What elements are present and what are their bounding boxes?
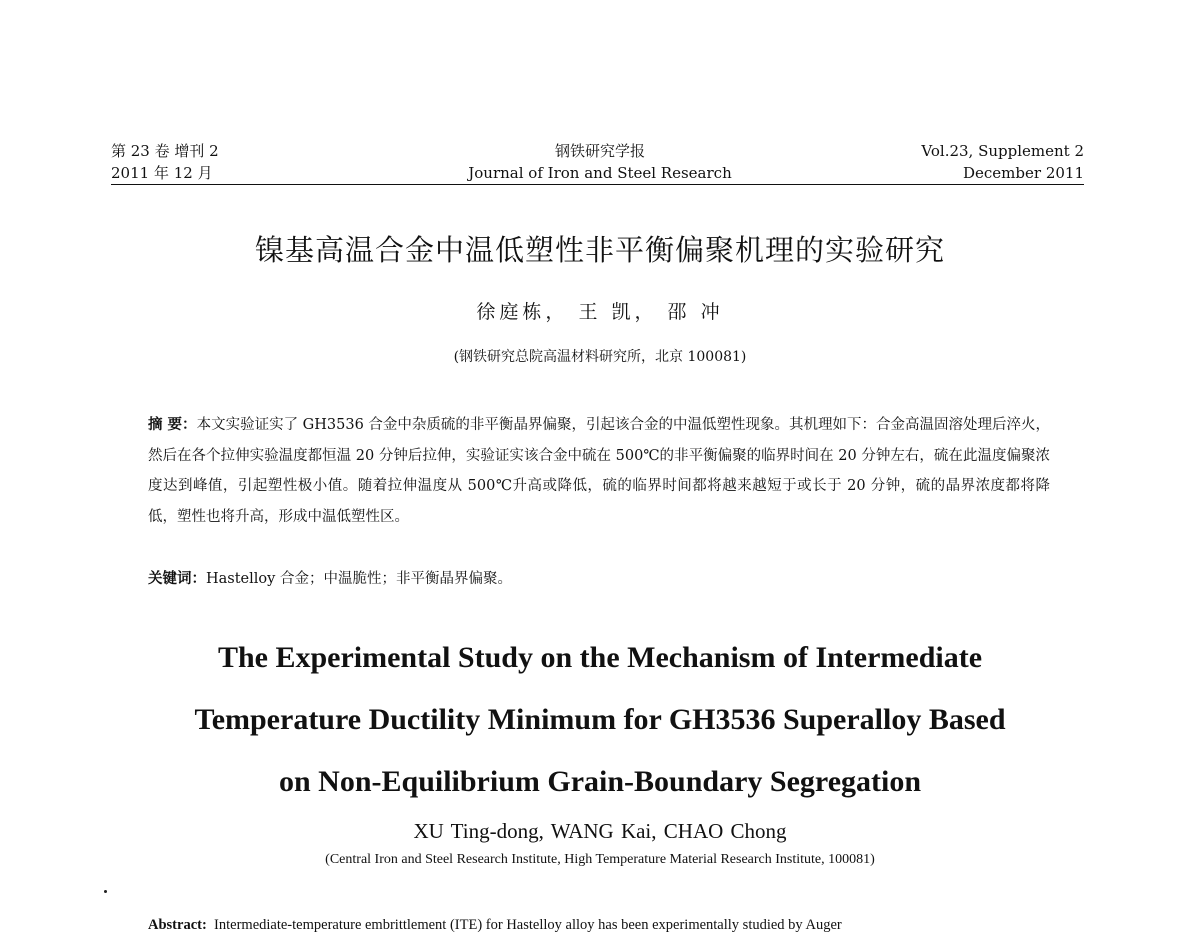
en-title-line-1: The Experimental Study on the Mechanism of Intermediate [217, 641, 983, 674]
cn-keywords-label: 关键词： [148, 570, 206, 587]
en-title-line-3: on Non-Equilibrium Grain-Boundary Segregation [278, 765, 922, 798]
volume-supplement: Vol.23, Supplement 2 [921, 142, 1084, 160]
cn-abstract [148, 410, 1050, 532]
stray-mark [104, 890, 107, 893]
en-abstract [148, 912, 1088, 938]
cn-paper-title: 镍基高温合金中温低塑性非平衡偏聚机理的实验研究 [254, 233, 945, 267]
cn-abstract-text: 本文实验证实了 GH3536 合金中杂质硫的非平衡晶界偏聚，引起该合金的中温低塑性现象。其机理如下：合金高温固溶处理后淬火，然后在各个拉伸实验温度都恒温 20 分钟后拉伸，实验证实该合金中硫在 500℃的非平衡偏聚的临界时间在 20 分钟左右，硫在此温度偏聚浓度达到峰值，引起塑性极小值。随着拉伸温度从 500℃升高或降低，硫的临界时间都将越来越短于或长于 20 分钟，硫的晶界浓度都将降低，塑性也将升高，形成中温低塑性区。 [148, 417, 1050, 525]
volume-issue: 第 23 卷 增刊 2 [111, 142, 219, 160]
en-abstract-label: Abstract: [148, 917, 207, 933]
cn-keywords [148, 568, 1050, 590]
cn-keywords-text: Hastelloy 合金；中温脆性；非平衡晶界偏聚。 [206, 571, 512, 587]
en-authors: XU Ting-dong, WANG Kai, CHAO Chong [413, 819, 787, 843]
journal-name-cn: 钢铁研究学报 [554, 142, 645, 160]
issue-date-en: December 2011 [963, 164, 1084, 182]
journal-volume-info-en [921, 140, 1084, 184]
journal-name-en: Journal of Iron and Steel Research [468, 164, 732, 182]
en-abstract-text: Intermediate-temperature embrittlement (ITE) for Hastelloy alloy has been experimentally studied by Auger [214, 917, 842, 933]
cn-affiliation: (钢铁研究总院高温材料研究所，北京 100081) [453, 349, 747, 365]
cn-abstract-label: 摘 要： [148, 416, 197, 433]
en-affiliation: (Central Iron and Steel Research Institute, High Temperature Material Research Institute, 100081) [325, 852, 875, 867]
header-divider [111, 184, 1084, 185]
cn-authors: 徐庭栋， 王 凯， 邵 冲 [476, 301, 724, 323]
en-title-line-2: Temperature Ductility Minimum for GH3536 Superalloy Based [194, 703, 1006, 736]
issue-date-cn: 2011 年 12 月 [111, 164, 213, 182]
